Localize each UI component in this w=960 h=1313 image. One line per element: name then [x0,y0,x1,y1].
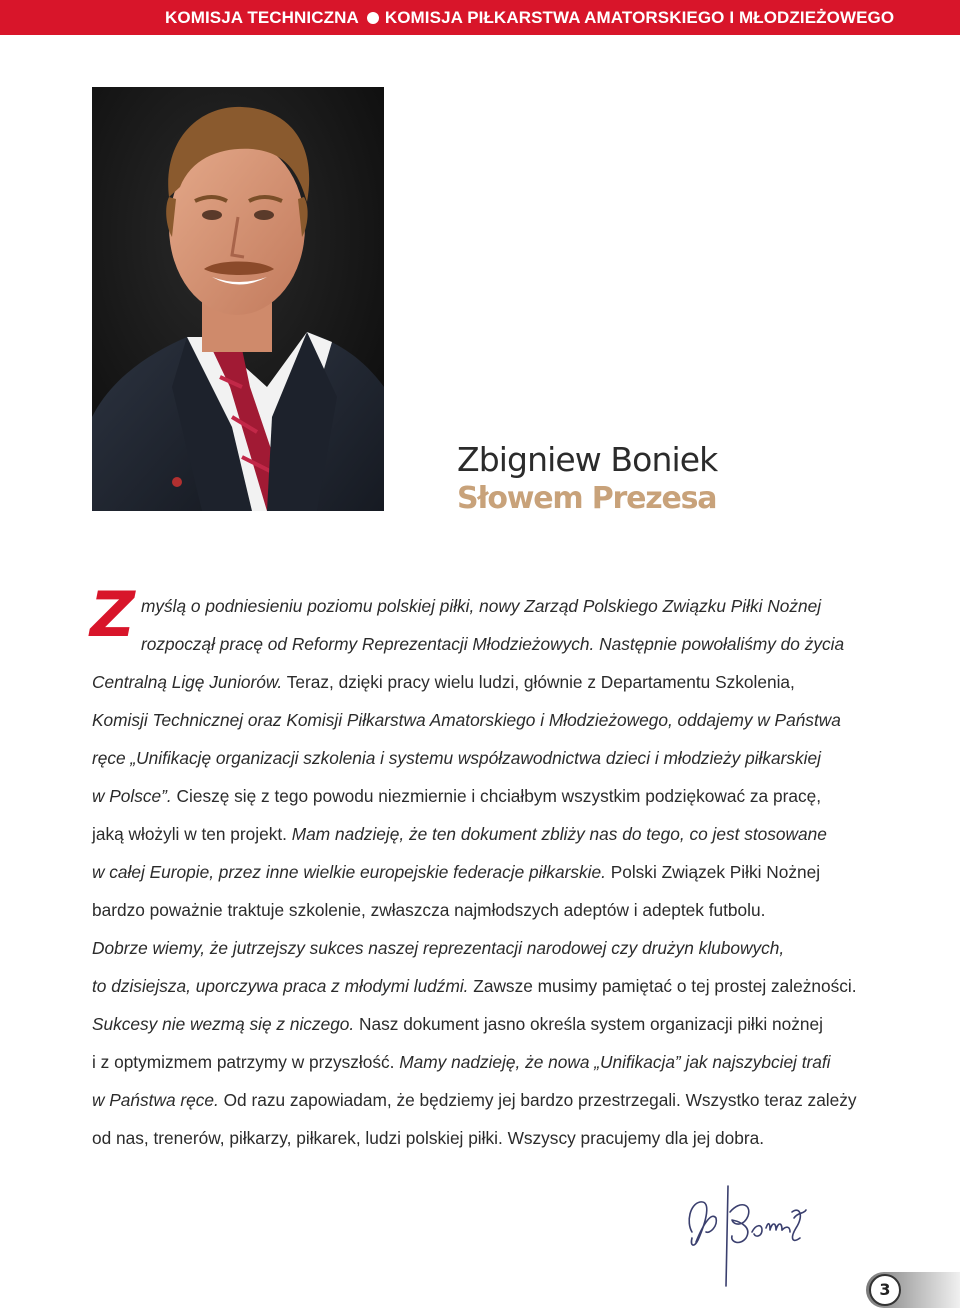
portrait-illustration [92,87,384,511]
article-line: jaką włożyli w ten projekt. Mam nadzieję, że ten dokument zbliży nas do tego, co jest stosowane [92,824,827,844]
author-name: Zbigniew Boniek [457,440,718,479]
article-line: w Państwa ręce. Od razu zapowiadam, że będziemy jej bardzo przestrzegali. Wszystko teraz zależy [92,1090,857,1110]
article-line: ręce „Unifikację organizacji szkolenia i systemu współzawodnictwa dzieci i młodzieży piłkarskiej [92,748,821,768]
article-line: od nas, trenerów, piłkarzy, piłkarek, ludzi polskiej piłki. Wszyscy pracujemy dla jej dobra. [92,1128,764,1148]
article-line: Sukcesy nie wezmą się z niczego. Nasz dokument jasno określa system organizacji piłki nożnej [92,1014,823,1034]
drop-cap: Z [90,578,135,651]
article-line: Komisji Technicznej oraz Komisji Piłkarstwa Amatorskiego i Młodzieżowego, oddajemy w Państwa [92,710,841,730]
article-line: w Polsce”. Cieszę się z tego powodu niezmiernie i chciałbym wszystkim podziękować za pracę, [92,786,821,806]
signature-icon [682,1182,812,1288]
header-content [165,0,894,35]
article-line: to dzisiejsza, uporczywa praca z młodymi ludźmi. Zawsze musimy pamiętać o tej prostej zależności. [92,976,857,996]
header-label-amateur: KOMISJA PIŁKARSTWA AMATORSKIEGO I MŁODZIEŻOWEGO [384,8,895,27]
header-bar [0,0,960,35]
article-body [92,587,902,1157]
article-line: i z optymizmem patrzymy w przyszłość. Mamy nadzieję, że nowa „Unifikacja” jak najszybciej trafi [92,1052,831,1072]
article-line: Dobrze wiemy, że jutrzejszy sukces naszej reprezentacji narodowej czy drużyn klubowych, [92,938,785,958]
article-line: Centralną Ligę Juniorów. Teraz, dzięki pracy wielu ludzi, głównie z Departamentu Szkolenia, [92,672,795,692]
portrait-photo [92,87,384,511]
page-number: 3 [869,1274,901,1306]
article-line: rozpoczął pracę od Reformy Reprezentacji Młodzieżowych. Następnie powołaliśmy do życia [141,634,845,654]
section-title: Słowem Prezesa [457,481,717,516]
title-block [457,440,717,518]
bullet-dot-icon [367,12,379,24]
article-line: myślą o podniesieniu poziomu polskiej piłki, nowy Zarząd Polskiego Związku Piłki Nożnej [141,596,822,616]
header-label-technical: KOMISJA TECHNICZNA [165,8,359,27]
article-line: bardzo poważnie traktuje szkolenie, zwłaszcza najmłodszych adeptów i adeptek futbolu. [92,900,766,920]
article-line: w całej Europie, przez inne wielkie europejskie federacje piłkarskie. Polski Związek Piłki Nożnej [92,862,821,882]
